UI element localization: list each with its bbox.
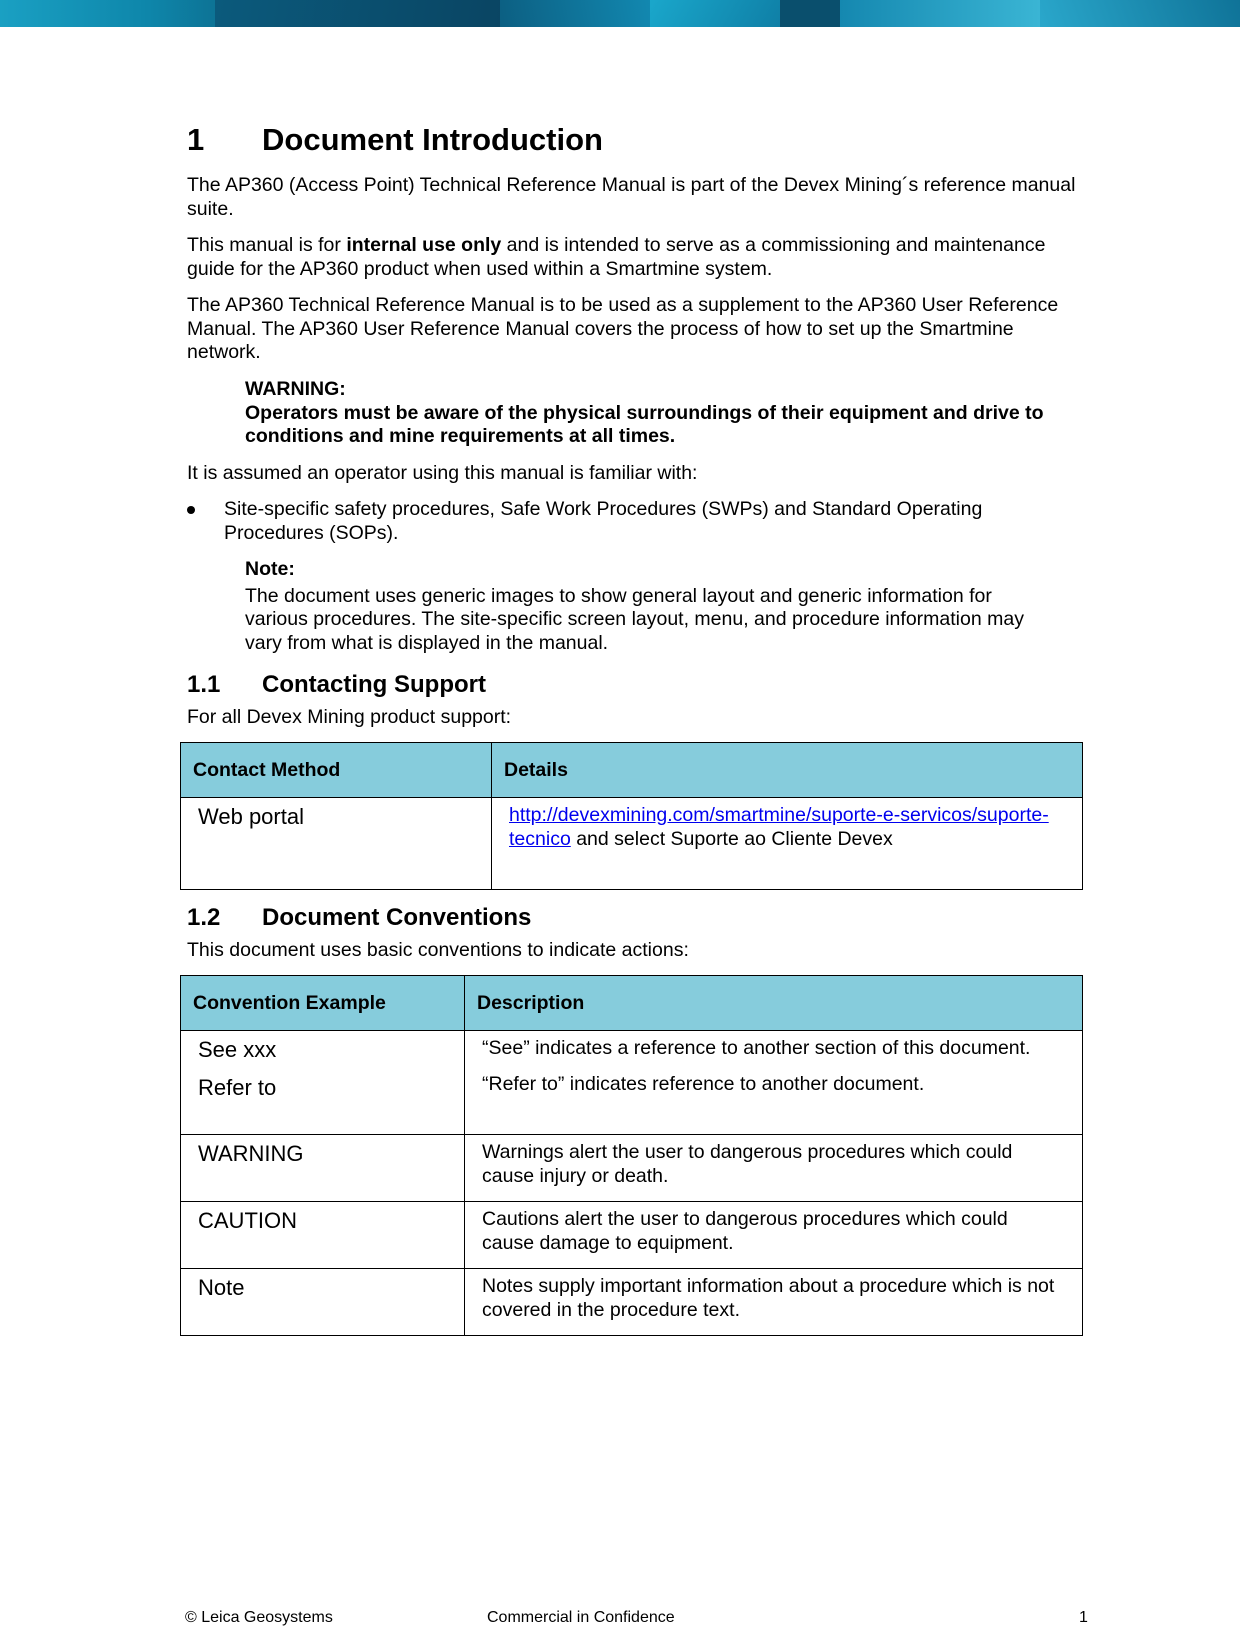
banner-facet [500,0,650,27]
warning-text: Operators must be aware of the physical surroundings of their equipment and drive to conditions and mine requirements at all times. [245,401,1044,447]
section-title: Document Introduction [262,122,603,157]
table-row [181,1269,1083,1336]
note-text: The document uses generic images to show general layout and generic information for various procedures. The site-specific screen layout, menu, and procedure information may vary from what is displayed in the manual. [245,584,1024,654]
warning-block [245,378,1045,449]
conventions-intro: This document uses basic conventions to indicate actions: [187,939,689,961]
warning-label: WARNING: [245,378,346,400]
convention-example-cell [181,1031,465,1135]
table-row [181,1031,1083,1135]
convention-example: Refer to [198,1075,277,1100]
footer-confidentiality: Commercial in Confidence [487,1609,675,1626]
convention-example-cell: Note [181,1269,465,1336]
section-heading-1-2 [187,903,531,933]
contact-details-text: and select Suporte ao Cliente Devex [570,827,893,850]
section-title: Document Conventions [262,904,532,931]
section-heading-1 [187,120,603,160]
convention-description: “See” indicates a reference to another section of this document. [482,1037,1031,1059]
header-banner [0,0,1240,27]
table-row [181,1202,1083,1269]
bullet-dot-icon [187,506,195,514]
convention-example-cell: WARNING [181,1135,465,1202]
section-number: 1 [187,122,205,157]
contact-method-cell: Web portal [181,798,492,890]
convention-description: “Refer to” indicates reference to another document. [482,1072,925,1095]
banner-facet [215,0,500,27]
section-number: 1.2 [187,904,221,931]
support-portal-link[interactable]: http://devexmining.com/smartmine/suporte-e-servicos/suporte-tecnico [509,804,1049,850]
table-header-row [181,743,1083,798]
section-number: 1.1 [187,671,221,698]
table-header-row [181,976,1083,1031]
p2-bold-text: internal use only [346,234,502,256]
footer-copyright: © Leica Geosystems [185,1609,333,1626]
intro-paragraph-2 [187,234,1087,281]
p2-text-end: and is intended to serve as a commissioning and maintenance guide for the AP360 product when used within a Smartmine system. [187,234,1046,280]
table-header-cell: Contact Method [181,743,492,798]
banner-facet [780,0,840,27]
intro-paragraph-4: It is assumed an operator using this manual is familiar with: [187,462,698,484]
support-intro: For all Devex Mining product support: [187,706,512,728]
support-table [180,742,1083,890]
bullet-text: Site-specific safety procedures, Safe Work Procedures (SWPs) and Standard Operating Procedures (SOPs). [224,498,983,544]
table-header-cell: Details [492,743,1083,798]
convention-description-cell: Warnings alert the user to dangerous procedures which could cause injury or death. [465,1135,1083,1202]
note-label: Note: [245,558,295,580]
intro-paragraph-1: The AP360 (Access Point) Technical Reference Manual is part of the Devex Mining´s reference manual suite. [187,174,1076,220]
convention-example: See xxx [198,1037,277,1062]
convention-example-cell: CAUTION [181,1202,465,1269]
banner-facet [650,0,780,27]
section-heading-1-1 [187,670,486,700]
banner-facet [840,0,1040,27]
convention-description-cell: Cautions alert the user to dangerous procedures which could cause damage to equipment. [465,1202,1083,1269]
convention-description-cell [465,1031,1083,1135]
conventions-table [180,975,1083,1336]
banner-facet [1040,0,1240,27]
section-title: Contacting Support [262,671,486,698]
table-header-cell: Description [465,976,1083,1031]
intro-paragraph-3: The AP360 Technical Reference Manual is to be used as a supplement to the AP360 User Reference Manual. The AP360 User Reference Manual covers the process of how to set up the Smartmine network. [187,294,1059,363]
convention-description-cell: Notes supply important information about a procedure which is not covered in the procedure text. [465,1269,1083,1336]
p2-text-start: This manual is for [187,234,347,256]
note-block [245,558,1045,655]
table-header-cell: Convention Example [181,976,465,1031]
contact-details-cell [492,798,1083,890]
table-row [181,798,1083,890]
footer-page-number: 1 [1079,1609,1088,1626]
table-row [181,1135,1083,1202]
